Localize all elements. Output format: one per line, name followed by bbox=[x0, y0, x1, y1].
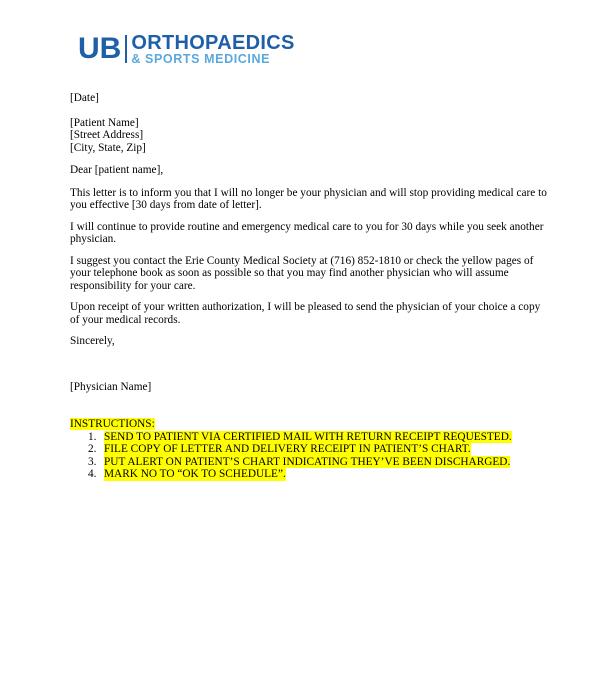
paragraph bbox=[70, 186, 547, 212]
address-line: [City, State, Zip] bbox=[70, 141, 146, 154]
instruction-number: 3. bbox=[88, 455, 97, 468]
logo-line1: ORTHOPAEDICS bbox=[131, 31, 295, 54]
letter-body bbox=[70, 92, 547, 393]
instruction-item bbox=[70, 443, 512, 456]
physician-signature: [Physician Name] bbox=[70, 380, 152, 393]
salutation: Dear [patient name], bbox=[70, 164, 164, 176]
instruction-number: 2. bbox=[88, 443, 97, 455]
paragraph-line: I will continue to provide routine and emergency medical care to you for 30 days while you seek another bbox=[70, 220, 544, 233]
address-line: [Street Address] bbox=[70, 129, 144, 141]
paragraph bbox=[70, 301, 540, 326]
instructions-block bbox=[70, 418, 512, 481]
letter-date: [Date] bbox=[70, 92, 99, 104]
instruction-item bbox=[70, 468, 512, 481]
instructions-list bbox=[70, 431, 512, 481]
paragraph-line: you effective [30 days from date of letter]. bbox=[70, 199, 262, 211]
paragraph-line: physician. bbox=[70, 233, 117, 245]
logo-line2: & SPORTS MEDICINE bbox=[131, 51, 271, 66]
paragraph-line: your telephone book as soon as possible so that you may find another physician who will assume bbox=[70, 267, 509, 279]
paragraph-line: of your medical records. bbox=[70, 313, 181, 326]
instruction-text: PUT ALERT ON PATIENT’S CHART INDICATING THEY’VE BEEN DISCHARGED. bbox=[104, 455, 511, 468]
instruction-text: FILE COPY OF LETTER AND DELIVERY RECEIPT IN PATIENT’S CHART. bbox=[104, 443, 471, 455]
instruction-number: 4. bbox=[88, 468, 97, 480]
paragraph-line: Upon receipt of your written authorization, I will be pleased to send the physician of your choice a copy bbox=[70, 301, 541, 313]
paragraph bbox=[70, 220, 544, 246]
patient-address bbox=[70, 117, 540, 155]
instruction-text: MARK NO TO “OK TO SCHEDULE”. bbox=[104, 468, 286, 480]
paragraph bbox=[70, 255, 540, 293]
instruction-item bbox=[70, 456, 512, 469]
closing: Sincerely, bbox=[70, 335, 115, 347]
paragraph-line: I suggest you contact the Erie County Medical Society at (716) 852-1810 or check the yellow pages of bbox=[70, 254, 534, 267]
paragraph-line: responsibility for your care. bbox=[70, 279, 196, 292]
instruction-item bbox=[70, 431, 512, 444]
instructions-heading: INSTRUCTIONS: bbox=[70, 418, 155, 430]
logo-wordmark bbox=[131, 31, 295, 66]
logo-mark: UB bbox=[78, 32, 122, 65]
logo-divider bbox=[125, 35, 127, 63]
instruction-number: 1. bbox=[88, 430, 97, 443]
ub-orthopaedics-logo bbox=[78, 33, 295, 65]
paragraph-line: This letter is to inform you that I will no longer be your physician and will stop providing medical care to bbox=[70, 186, 547, 199]
instruction-text: SEND TO PATIENT VIA CERTIFIED MAIL WITH RETURN RECEIPT REQUESTED. bbox=[104, 430, 512, 443]
address-line: [Patient Name] bbox=[70, 116, 139, 129]
